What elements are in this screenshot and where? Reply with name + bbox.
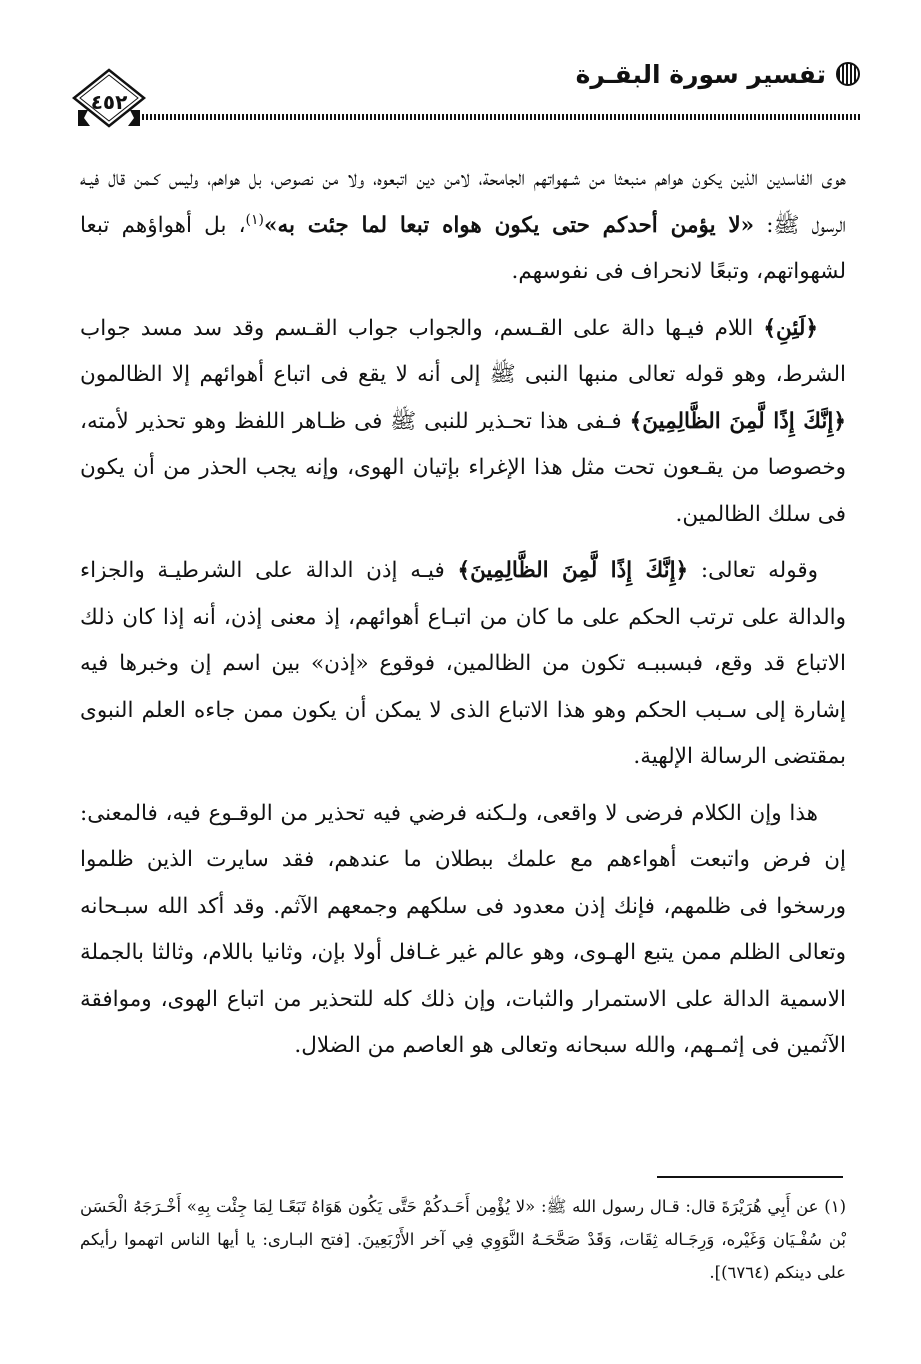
p1-text-1: هوى الفاسدين الذين يكون هواهم منبعثا من شـهواتهم الجامحة، لامن دين اتبعوه، ولا من نصوص، بل هواهم، وليس كـمن قال فيـه الرسول ﷺ:: [80, 166, 846, 238]
p3-text-2: فيـه إذن الدالة على الشرطيـة والجزاء والدالة على ترتب الحكم على ما كان من اتبـاع أهوائهم، إذ معنى إذن، أنه إذا كان ذلك الاتباع قد وقع، فبسببـه تكون من الظالمين، فوقوع «إذن» بين اسم إن وخبرها فيه إشارة إلى سـبب الحكم وهو هذا الاتباع الذى لا يمكن أن يكون ممن جاءه العلم النبوى بمقتضى الرسالة الإلهية.: [80, 558, 846, 769]
footnote-separator: [657, 1176, 843, 1178]
page-number-badge: [72, 68, 146, 134]
paragraph-2: [80, 306, 846, 539]
page-number: ٤٥٢: [90, 90, 128, 114]
paragraph-3: [80, 548, 846, 781]
main-text: [80, 156, 846, 1080]
footnote: [80, 1190, 846, 1289]
verse-laeen: ﴿لَئِنِ﴾: [763, 315, 818, 341]
running-title: [576, 52, 860, 96]
header-rule: [142, 114, 860, 120]
footnote-ref: (١): [245, 211, 265, 228]
hadith-quote: «لا يؤمن أحدكم حتى يكون هواه تبعا لما جئت به»: [264, 212, 755, 238]
paragraph-1: [80, 156, 846, 296]
running-title-text: تفسير سورة البقـرة: [575, 59, 826, 89]
verse-innaka: ﴿إِنَّكَ إِذًا لَّمِنَ الظَّالِمِينَ﴾: [629, 408, 846, 434]
paragraph-4: [80, 791, 846, 1070]
p2-text-2: فـفى هذا تحـذير للنبى ﷺ فى ظـاهر اللفظ وهو تحذير لأمته، وخصوصا من يقـعون تحت مثل هذا الإغراء بإتيان الهوى، وإنه يجب الحذر من أن يكون فى سلك الظالمين.: [80, 408, 846, 527]
footnote-text: (١) عن أَبِي هُرَيْرَةَ قال: قـال رسول الله ﷺ: «لا يُؤْمِن أَحَـدكُمْ حَتَّى يَكُون هَوَاهُ تَبَعًـا لِمَا جِئْت بِهِ» أَخْـرَجَهُ الْحَسَن بْن سُفْـيَان وَغَيْره، وَرِجَـاله ثِقَات، وَقَدْ صَحَّحَـهُ النَّوَوِي فِي آخر الأَرْبَعِينَ. [فتح البـارى: يا أيها الناس اتهموا رأيكم على دينكم (٦٧٦٤)].: [80, 1197, 846, 1282]
p4-text-1: هذا وإن الكلام فرضى لا واقعى، ولـكنه فرضي فيه تحذير من الوقـوع فيه، فالمعنى: إن فرض واتبعت أهواءهم مع علمك ببطلان ما عندهم، فقد سايرت الذين ظلموا ورسخوا فى ظلمهم، فإنك إذن معدود فى سلكهم وجمعهم الآثم. وقد أكد الله سبـحانه وتعالى الظلم ممن يتبع الهـوى، وهو عالم غير غـافل أولا بإن، وثانيا باللام، وثالثا بالجملة الاسمية الدالة على الاستمرار والثبات، وإن ذلك كله للتحذير من اتباع الهوى، وموافقة الآثمين فى إثمـهم، والله سبحانه وتعالى هو العاصم من الضلال.: [80, 800, 846, 1058]
p2-text-1: اللام فيـها دالة على القـسم، والجواب جواب القـسم وقد سد مسد جواب الشرط، وهو قوله تعالى منبها النبى ﷺ إلى أنه لا يقع فى اتباع أهوائهم إلا الظالمون: [80, 315, 846, 387]
page-header: [70, 52, 860, 152]
p3-text-1: وقوله تعالى:: [688, 558, 818, 583]
p1-text-2: ، بل أهواؤهم تبعا لشهواتهم، وتبعًا لانحراف فى نفوسهم.: [80, 212, 846, 284]
ornament-icon: [836, 62, 860, 86]
verse-innaka-2: ﴿إِنَّكَ إِذًا لَّمِنَ الظَّالِمِينَ﴾: [457, 558, 689, 583]
